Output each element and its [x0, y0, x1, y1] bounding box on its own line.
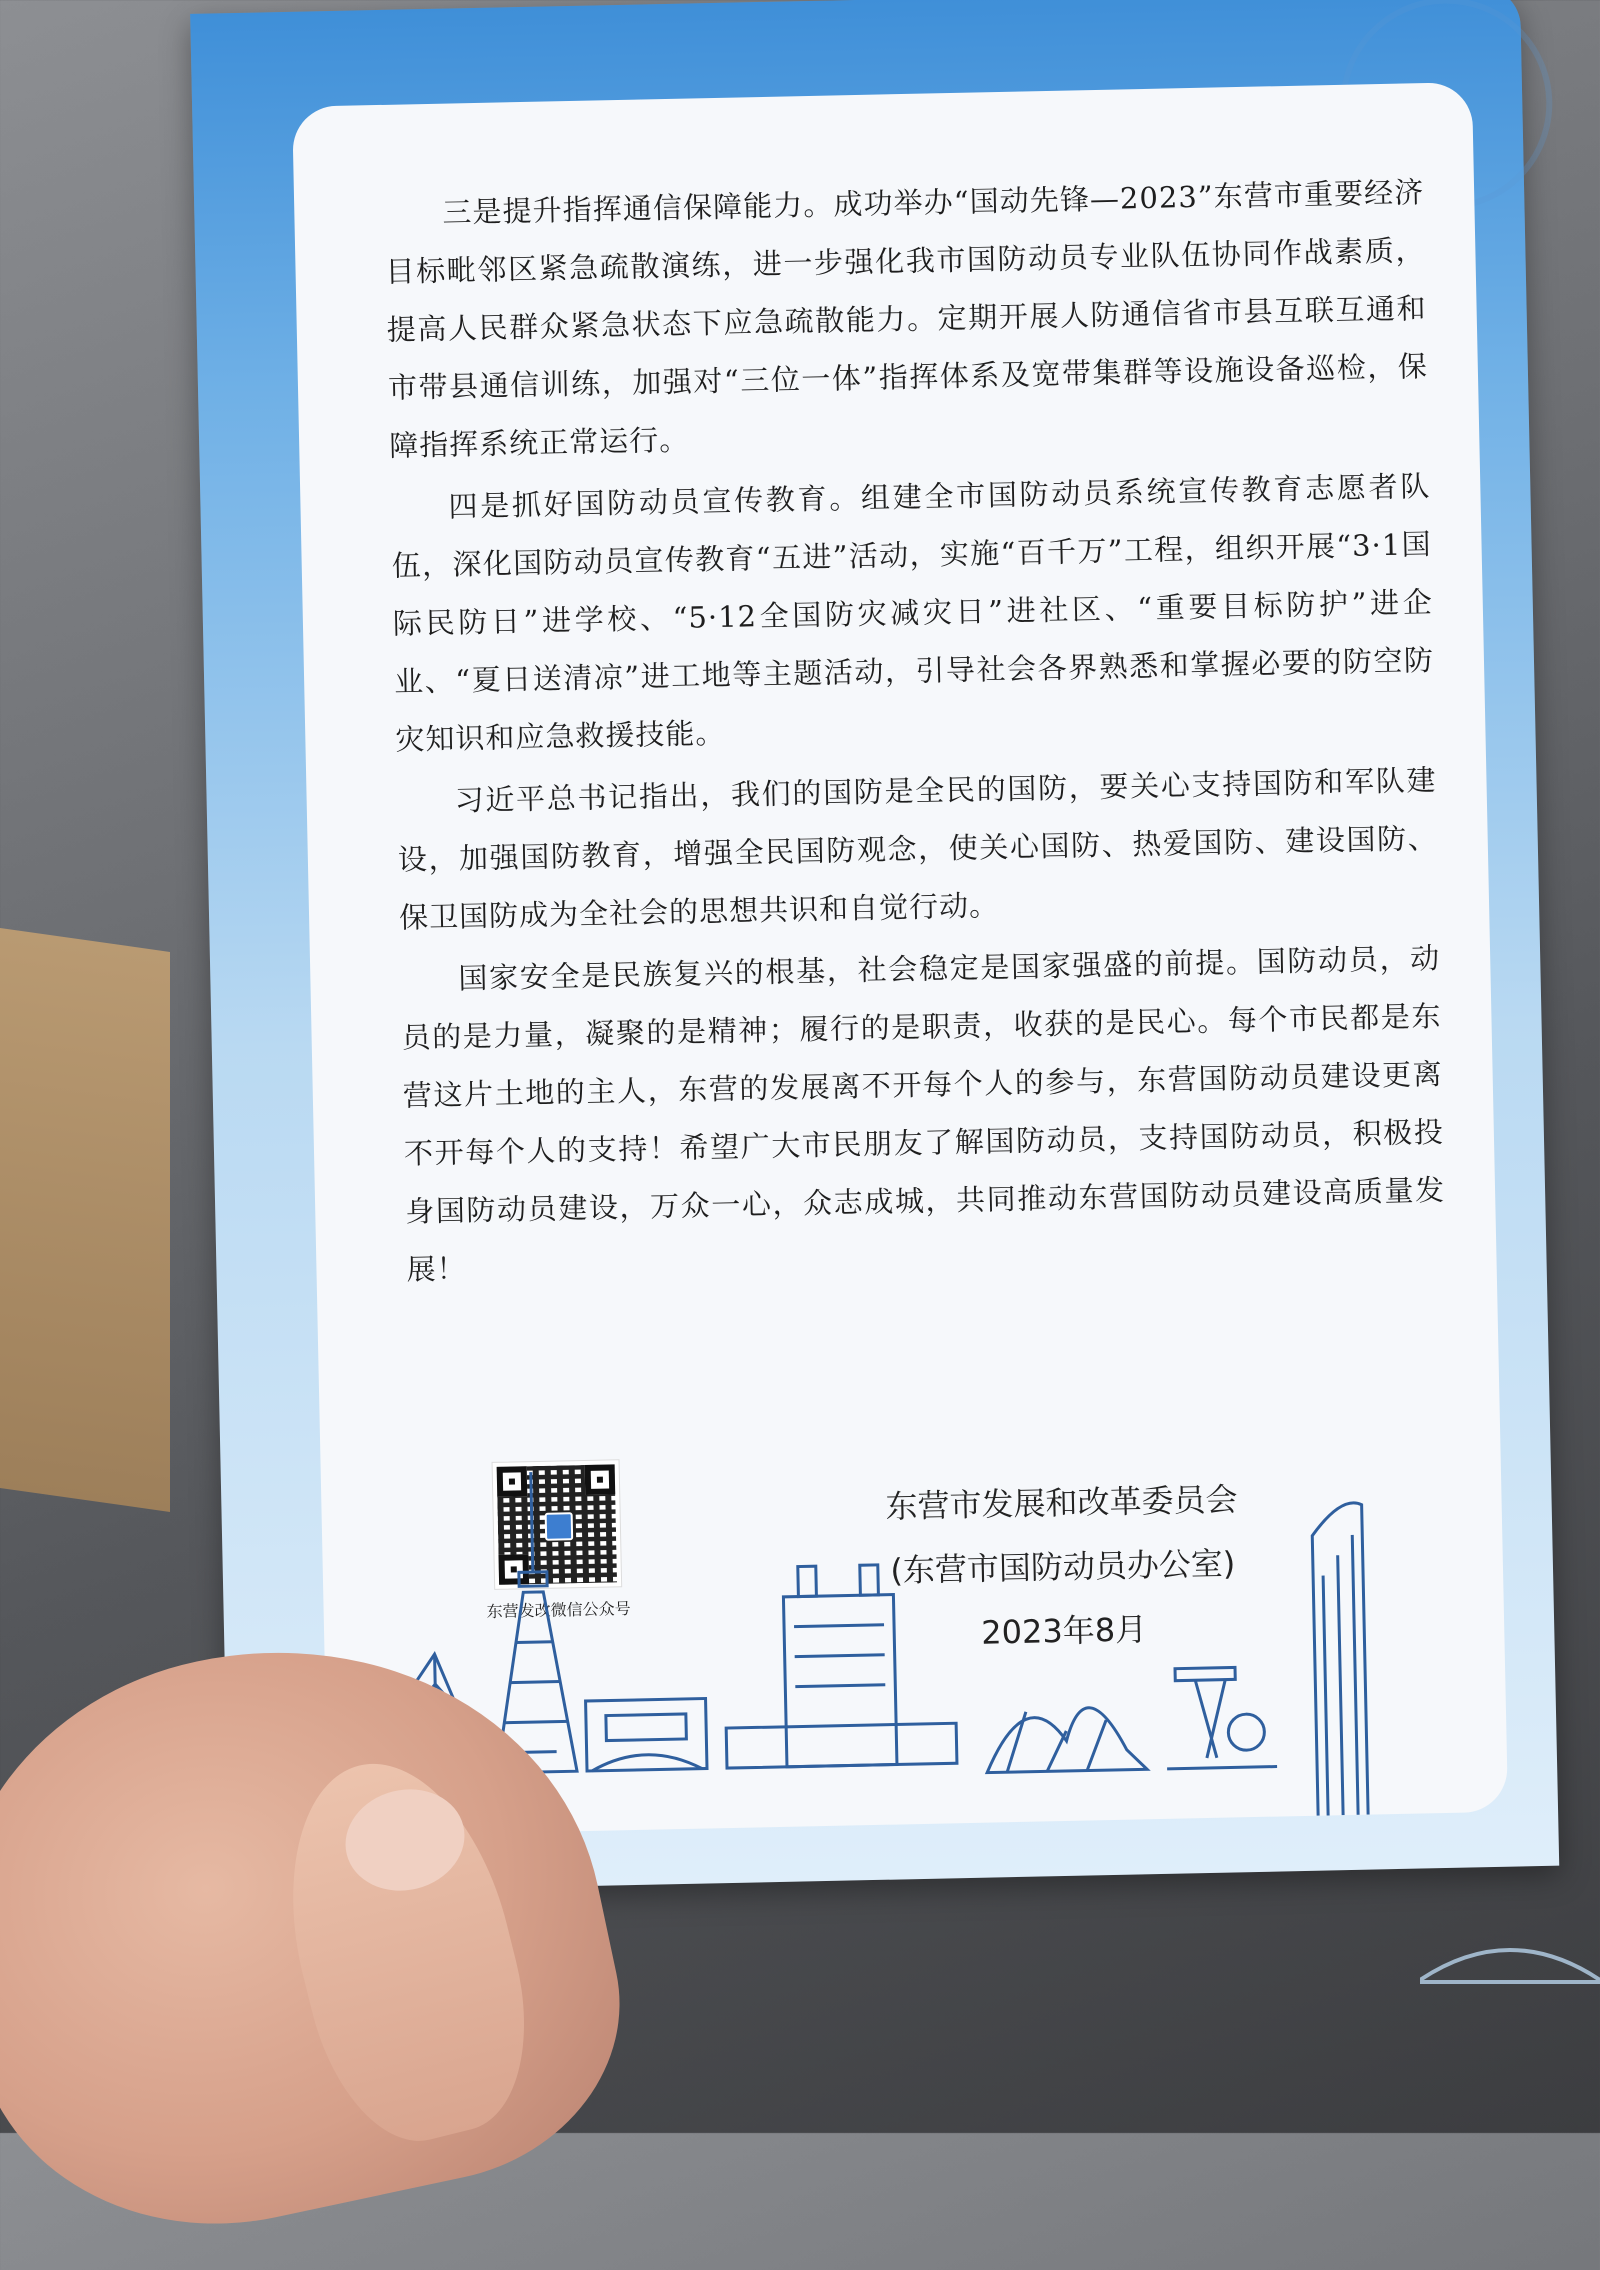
body-text [384, 163, 1447, 1303]
paragraph-quote: 习近平总书记指出，我们的国防是全民的国防，要关心支持国防和军队建设，加强国防教育，增强全民国防观念，使关心国防、热爱国防、建设国防、保卫国防成为全社会的思想共识和自觉行动。 [397, 762, 1439, 935]
content-panel [292, 82, 1508, 1836]
qr-caption: 东营发改微信公众号 [486, 1599, 631, 1622]
flyer-sheet [190, 0, 1559, 1894]
skyscraper-icon [1312, 1503, 1369, 1816]
station-icon [586, 1699, 707, 1771]
government-building-icon [723, 1563, 957, 1768]
paragraph-publicity: 四是抓好国防动员宣传教育。组建全市国防动员系统宣传教育志愿者队伍，深化国防动员宣传教育“五进”活动，实施“百千万”工程，组织开展“3·1国际民防日”进学校、“5·12全国防灾减灾日”进社区、“重要目标防护”进企业、“夏日送清凉”进工地等主题活动，引导社会各界熟悉和掌握必要的防空防灾知识和应急救援技能。 [391, 469, 1435, 757]
museum-icon [986, 1707, 1147, 1773]
signature-date: 2023年8月 [980, 1610, 1148, 1652]
tv-tower-icon [491, 1471, 577, 1773]
background-bridge [1420, 1920, 1600, 2000]
background-box [0, 928, 170, 1512]
signature-office: (东营市国防动员办公室) [890, 1544, 1236, 1590]
paragraph-communications: 三是提升指挥通信保障能力。成功举办“国动先锋—2023”东营市重要经济目标毗邻区紧急疏散演练，进一步强化我市国防动员专业队伍协同作战素质，提高人民群众紧急状态下应急疏散能力。定期开展人防通信省市县互联互通和市带县通信训练，加强对“三位一体”指挥体系及宽带集群等设施设备巡检，保障指挥系统正常运行。 [385, 175, 1429, 463]
signature-org: 东营市发展和改革委员会 [885, 1480, 1238, 1526]
oil-pump-icon [1165, 1667, 1277, 1769]
paragraph-closing: 国家安全是民族复兴的根基，社会稳定是国家强盛的前提。国防动员，动员的是力量，凝聚的是精神；履行的是职责，收获的是民心。每个市民都是东营这片土地的主人，东营的发展离不开每个人的参与，东营国防动员建设更离不开每个人的支持！希望广大市民朋友了解国防动员，支持国防动员，积极投身国防动员建设，万众一心，众志成城，共同推动东营国防动员建设高质量发展！ [401, 940, 1446, 1287]
